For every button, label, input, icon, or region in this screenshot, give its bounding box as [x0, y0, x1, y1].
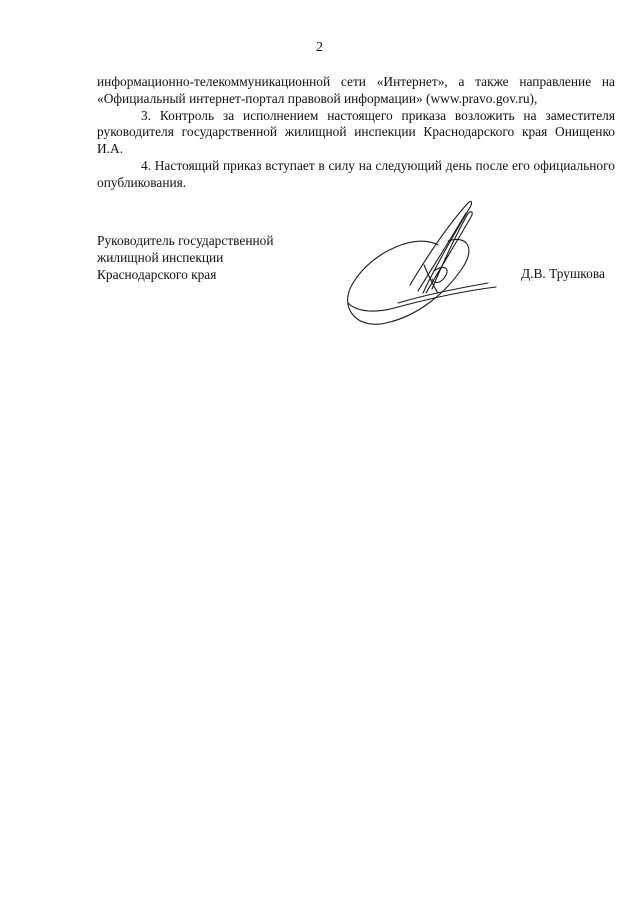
document-body — [97, 74, 615, 192]
position-line-2: жилищной инспекции — [97, 250, 224, 265]
paragraph-4: 4. Настоящий приказ вступает в силу на следующий день после его официального опубликования. — [97, 157, 615, 190]
signer-name: Д.В. Трушкова — [521, 266, 605, 281]
paragraph-continuation: информационно-телекоммуникационной сети «Интернет», а также направление на «Официальный интернет-портал правовой информации» (www.pravo.gov.ru), — [97, 74, 615, 106]
position-line-3: Краснодарского края — [97, 267, 217, 282]
signatory-position — [97, 232, 274, 283]
page-number: 2 — [316, 40, 323, 55]
paragraph-3: 3. Контроль за исполнением настоящего приказа возложить на заместителя руководителя государственной жилищной инспекции Краснодарского края Онищенко И.А. — [97, 107, 615, 157]
signature-icon — [338, 195, 508, 345]
position-line-1: Руководитель государственной — [97, 233, 274, 248]
